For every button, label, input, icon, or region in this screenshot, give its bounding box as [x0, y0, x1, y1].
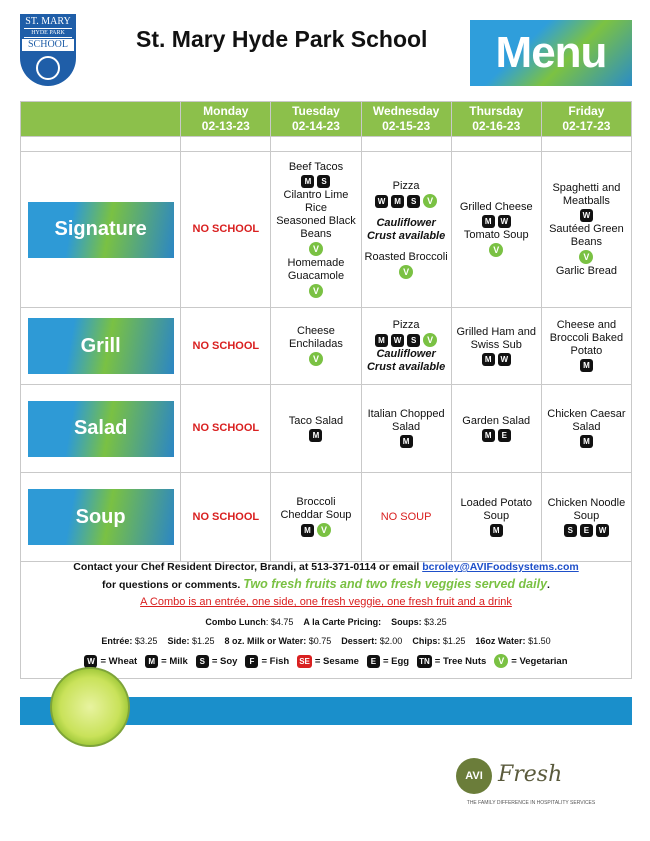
corner-cell	[21, 102, 181, 137]
logo-line-2: HYDE PARK	[24, 28, 72, 38]
lime-slice-image	[50, 667, 130, 747]
vegetarian-badge: V	[309, 352, 323, 366]
questions-line: for questions or comments. Two fresh fruits and two fresh veggies served daily.	[102, 577, 550, 591]
salad-monday: NO SCHOOL	[181, 385, 271, 473]
grill-row	[21, 308, 632, 385]
grill-monday: NO SCHOOL	[181, 308, 271, 385]
grill-tuesday: Cheese Enchiladas V	[271, 308, 361, 385]
wheat-badge: W	[596, 524, 609, 537]
signature-thursday: Grilled Cheese M W Tomato Soup V	[451, 152, 541, 308]
contact-line: Contact your Chef Resident Director, Brandi, at 513-371-0114 or email bcroley@AVIFoodsystems.com	[73, 561, 579, 573]
brand-tagline: THE FAMILY DIFFERENCE IN HOSPITALITY SERVICES	[466, 800, 596, 806]
soup-row	[21, 473, 632, 562]
milk-badge: M	[301, 524, 314, 537]
allergen-legend	[21, 653, 631, 669]
vegetarian-badge: V	[309, 284, 323, 298]
logo-line-3: SCHOOL	[22, 39, 74, 51]
milk-badge: M	[490, 524, 503, 537]
signature-label-cell	[21, 152, 181, 308]
day-header-thursday: Thursday 02-16-23	[451, 102, 541, 137]
soy-badge: S	[564, 524, 577, 537]
fresh-wordmark: Fresh	[498, 762, 563, 787]
menu-table	[20, 101, 632, 562]
salad-friday: Chicken Caesar Salad M	[541, 385, 631, 473]
legend-wheat: W = Wheat	[84, 654, 137, 669]
soup-banner: Soup	[28, 489, 174, 545]
soy-badge: S	[407, 334, 420, 347]
avi-fresh-logo	[456, 758, 606, 810]
soup-tuesday: Broccoli Cheddar Soup M V	[271, 473, 361, 562]
egg-badge: E	[580, 524, 593, 537]
soup-thursday: Loaded Potato Soup M	[451, 473, 541, 562]
legend-vegetarian: V = Vegetarian	[494, 653, 567, 669]
school-logo	[20, 14, 76, 86]
menu-badge: Menu	[470, 20, 632, 86]
vegetarian-badge: V	[423, 333, 437, 347]
salad-tuesday: Taco Salad M	[271, 385, 361, 473]
day-header-tuesday: Tuesday 02-14-23	[271, 102, 361, 137]
salad-banner: Salad	[28, 401, 174, 457]
grill-friday: Cheese and Broccoli Baked Potato M	[541, 308, 631, 385]
signature-wednesday: Pizza W M S V Cauliflower Crust available Roasted Broccoli V	[361, 152, 451, 308]
legend-egg: E = Egg	[367, 654, 409, 669]
legend-sesame: SE = Sesame	[299, 655, 359, 667]
legend-fish: F = Fish	[245, 654, 289, 669]
page-header	[0, 0, 650, 100]
milk-badge: M	[309, 429, 322, 442]
salad-label-cell	[21, 385, 181, 473]
vegetarian-badge: V	[423, 194, 437, 208]
milk-badge: M	[375, 334, 388, 347]
day-header-friday: Friday 02-17-23	[541, 102, 631, 137]
salad-wednesday: Italian Chopped Salad M	[361, 385, 451, 473]
grill-label-cell	[21, 308, 181, 385]
pricing-line-1: Combo Lunch: $4.75 A la Carte Pricing: Soups: $3.25	[205, 617, 447, 627]
vegetarian-badge: V	[489, 243, 503, 257]
rose-icon	[36, 56, 60, 80]
vegetarian-badge: V	[579, 250, 593, 264]
day-header-monday: Monday 02-13-23	[181, 102, 271, 137]
pricing-line-2: Entrée: $3.25 Side: $1.25 8 oz. Milk or Water: $0.75 Dessert: $2.00 Chips: $1.25 16oz Water: $1.50	[101, 636, 551, 646]
fresh-note: Two fresh fruits and two fresh veggies served daily	[243, 577, 548, 591]
wheat-badge: W	[498, 353, 511, 366]
page-title: St. Mary Hyde Park School	[136, 26, 428, 52]
combo-note: A Combo is an entrée, one side, one fresh veggie, one fresh fruit and a drink	[140, 596, 512, 608]
milk-badge: M	[482, 215, 495, 228]
egg-badge: E	[498, 429, 511, 442]
wheat-badge: W	[580, 209, 593, 222]
signature-tuesday: Beef Tacos M S Cilantro Lime Rice Seasoned Black Beans V Homemade Guacamole V	[271, 152, 361, 308]
legend-soy: S = Soy	[196, 654, 238, 669]
soup-monday: NO SCHOOL	[181, 473, 271, 562]
grill-thursday: Grilled Ham and Swiss Sub M W	[451, 308, 541, 385]
avi-circle-icon: AVI	[456, 758, 492, 794]
milk-badge: M	[580, 359, 593, 372]
soy-badge: S	[407, 195, 420, 208]
soup-wednesday: NO SOUP	[361, 473, 451, 562]
day-header-wednesday: Wednesday 02-15-23	[361, 102, 451, 137]
email-link[interactable]: bcroley@AVIFoodsystems.com	[422, 561, 579, 573]
salad-thursday: Garden Salad M E	[451, 385, 541, 473]
milk-badge: M	[580, 435, 593, 448]
grill-wednesday: Pizza M W S V Cauliflower Crust available	[361, 308, 451, 385]
spacer-row	[21, 137, 632, 152]
footer-info	[20, 557, 632, 679]
milk-badge: M	[391, 195, 404, 208]
vegetarian-badge: V	[399, 265, 413, 279]
vegetarian-badge: V	[317, 523, 331, 537]
wheat-badge: W	[498, 215, 511, 228]
salad-row	[21, 385, 632, 473]
soup-friday: Chicken Noodle Soup S E W	[541, 473, 631, 562]
soy-badge: S	[317, 175, 330, 188]
milk-badge: M	[482, 353, 495, 366]
legend-tree-nuts: TN = Tree Nuts	[419, 655, 487, 667]
vegetarian-badge: V	[309, 242, 323, 256]
soup-label-cell	[21, 473, 181, 562]
signature-friday: Spaghetti and Meatballs W Sautéed Green Beans V Garlic Bread	[541, 152, 631, 308]
day-header-row	[21, 102, 632, 137]
milk-badge: M	[400, 435, 413, 448]
wheat-badge: W	[375, 195, 388, 208]
signature-monday: NO SCHOOL	[181, 152, 271, 308]
milk-badge: M	[301, 175, 314, 188]
legend-milk: M = Milk	[145, 654, 188, 669]
grill-banner: Grill	[28, 318, 174, 374]
signature-row	[21, 152, 632, 308]
milk-badge: M	[482, 429, 495, 442]
logo-line-1: ST. MARY	[25, 16, 71, 27]
wheat-badge: W	[391, 334, 404, 347]
signature-banner: Signature	[28, 202, 174, 258]
